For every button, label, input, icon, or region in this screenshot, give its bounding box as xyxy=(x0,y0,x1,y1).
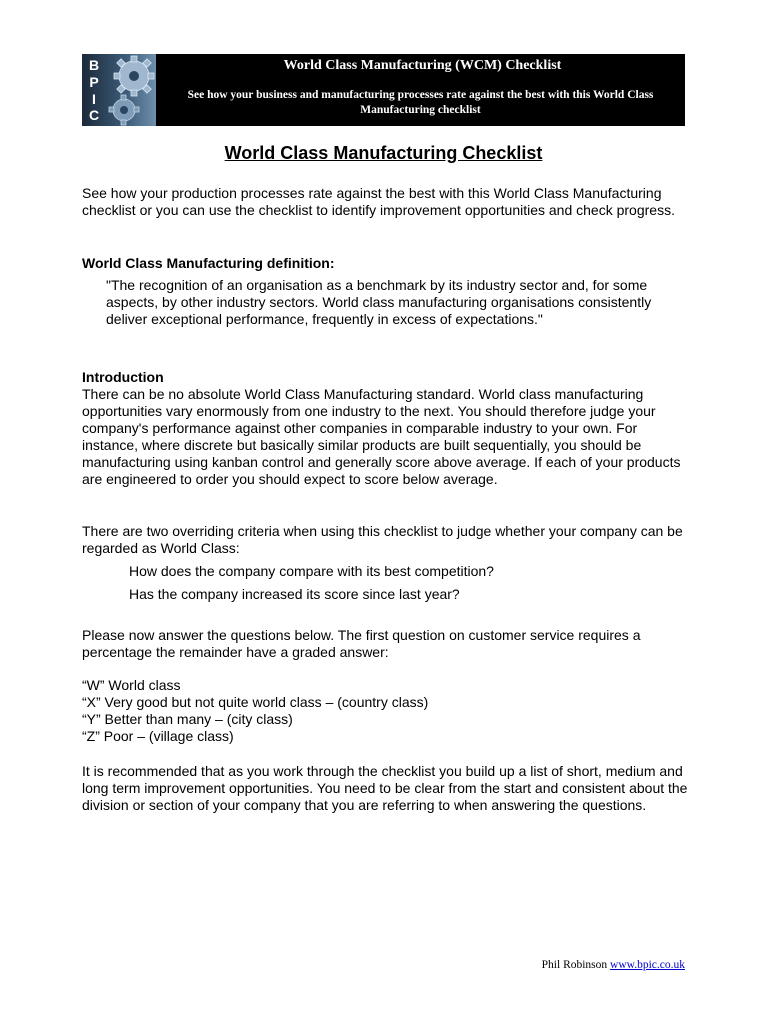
banner-title: World Class Manufacturing (WCM) Checklist xyxy=(283,58,562,73)
header-banner xyxy=(82,54,685,126)
introduction-paragraph: There can be no absolute World Class Manufacturing standard. World class manufacturing opportunities vary enormously from one industry to the next. You should therefore judge your company's performance against other companies in comparable industry to your own. For instance, where discrete but basically similar products are built sequentially, you should be manufacturing using kanban control and generally score above average. If each of your products are engineered to order you should expect to score below average. xyxy=(82,386,681,487)
questions-paragraph: Please now answer the questions below. The first question on customer service requires a percentage the remainder have a graded answer: xyxy=(82,627,641,660)
grade-item: “W” World class xyxy=(82,677,181,693)
page-title: World Class Manufacturing Checklist xyxy=(224,143,543,163)
definition-quote: "The recognition of an organisation as a benchmark by its industry sector and, for some aspects, by other industry sectors. World class manufacturing organisations consistently deliver exceptional performance, frequently in excess of expectations." xyxy=(106,277,652,327)
logo-letter-b: B xyxy=(88,57,100,73)
criteria-paragraph: There are two overriding criteria when using this checklist to judge whether your company can be regarded as World Class: xyxy=(82,523,683,556)
closing-paragraph: It is recommended that as you work through the checklist you build up a list of short, medium and long term improvement opportunities. You need to be clear from the start and consistent about the division or section of your company that you are referring to when answering the questions. xyxy=(82,763,688,813)
logo-letter-p: P xyxy=(89,74,99,90)
footer xyxy=(470,958,685,972)
footer-website-link[interactable]: www.bpic.co.uk xyxy=(610,959,685,971)
grade-item: “X” Very good but not quite world class – (country class) xyxy=(82,694,429,710)
banner-subtitle: See how your business and manufacturing processes rate against the best with this World Class Manufacturing checklist xyxy=(187,89,654,116)
intro-paragraph: See how your production processes rate against the best with this World Class Manufacturing checklist or you can use the checklist to identify improvement opportunities and check progress. xyxy=(82,185,675,218)
bpic-logo xyxy=(82,54,156,126)
grade-item: “Z” Poor – (village class) xyxy=(82,728,234,744)
logo-letter-c: C xyxy=(88,107,100,123)
criteria-item: How does the company compare with its best competition? xyxy=(129,563,494,579)
footer-author: Phil Robinson xyxy=(541,959,608,971)
grade-item: “Y” Better than many – (city class) xyxy=(82,711,293,727)
definition-heading: World Class Manufacturing definition: xyxy=(82,255,335,271)
introduction-heading: Introduction xyxy=(82,369,164,385)
criteria-item: Has the company increased its score since last year? xyxy=(129,586,460,602)
logo-letter-i: I xyxy=(92,91,96,107)
